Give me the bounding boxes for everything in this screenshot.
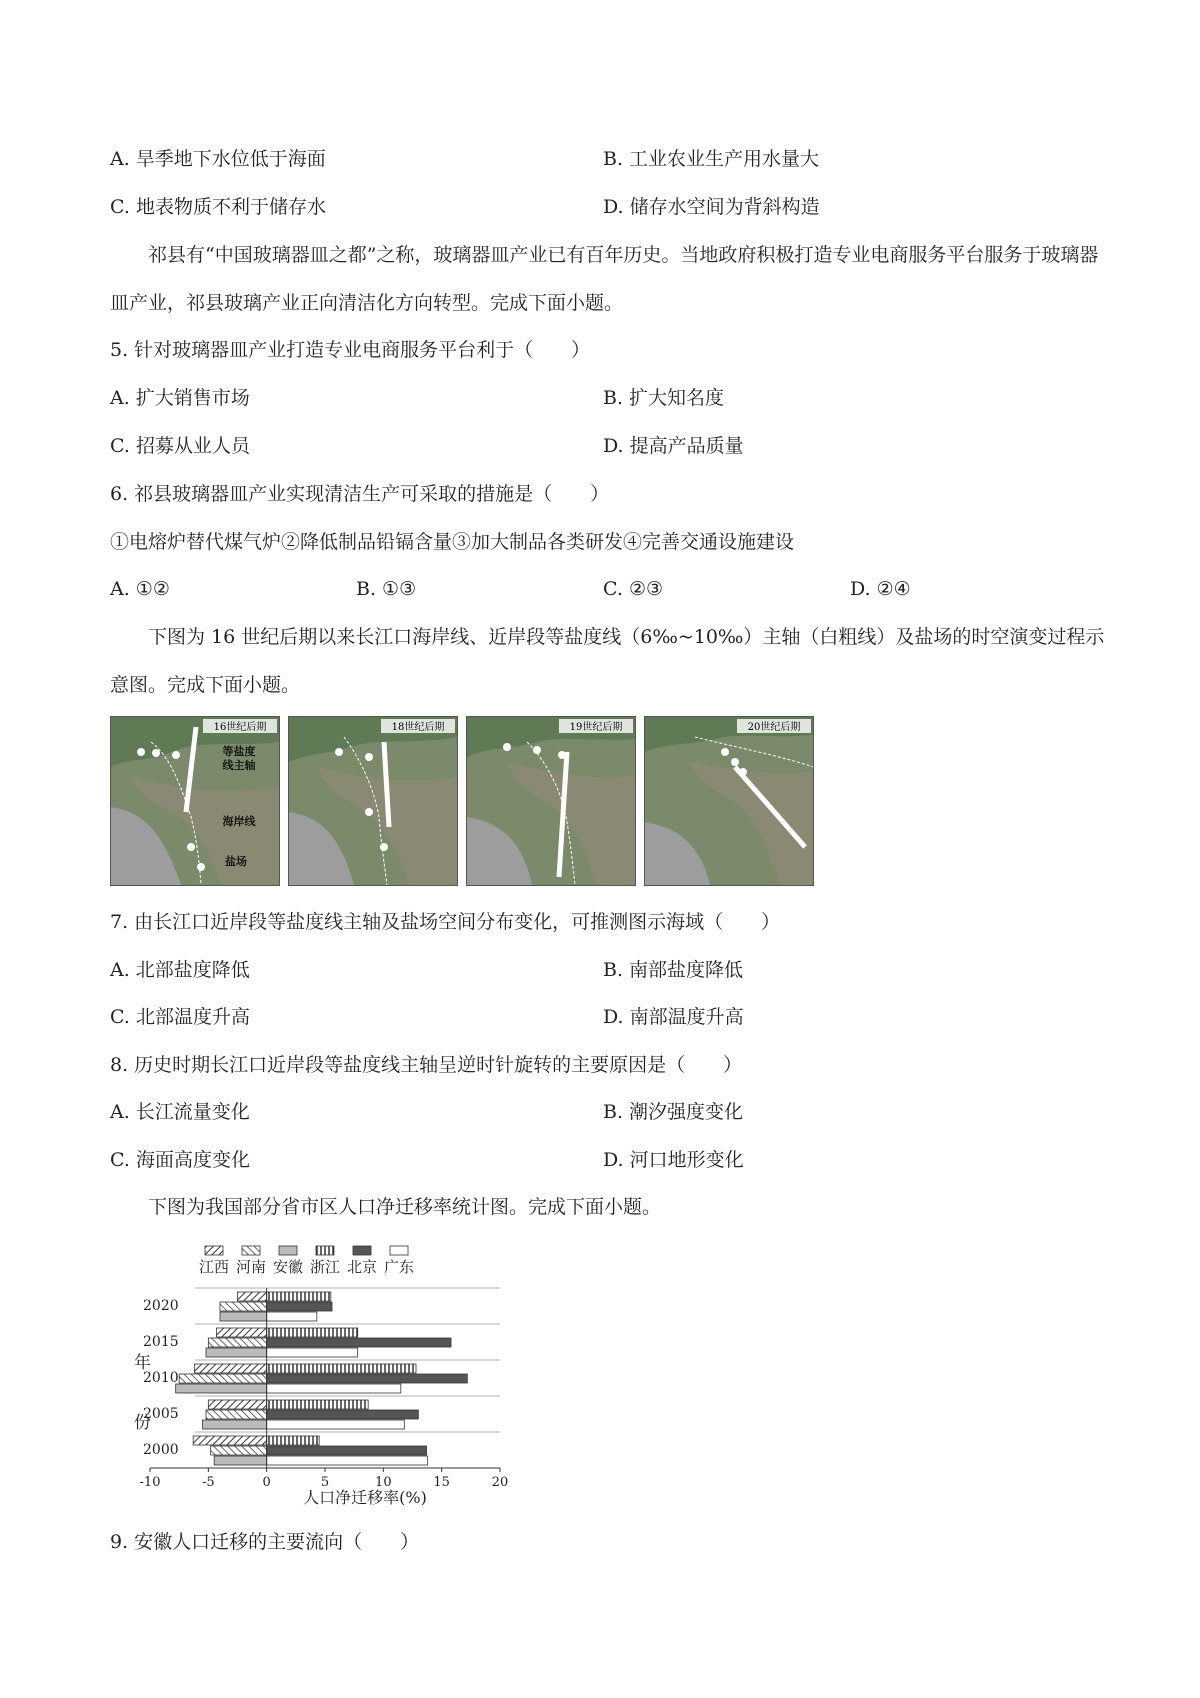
- bar: [267, 1312, 317, 1321]
- x-tick-label: -10: [139, 1475, 161, 1490]
- legend-swatch: [390, 1246, 408, 1255]
- map-axis-label-2: 线主轴: [222, 759, 256, 772]
- bar: [208, 1338, 266, 1347]
- q7-option-b: B. 南部盐度降低: [603, 959, 744, 981]
- intro-glass: 祁县有“中国玻璃器皿之都”之称，玻璃器皿产业已有百年历史。当地政府积极打造专业电商服务平台服务于玻璃器皿产业，祁县玻璃产业正向清洁化方向转型。完成下面小题。: [110, 244, 1099, 314]
- bar: [267, 1436, 320, 1445]
- legend-swatch: [353, 1246, 371, 1255]
- x-tick-label: -5: [201, 1475, 215, 1490]
- bar: [203, 1420, 267, 1429]
- map-period-label-18c: 18世纪后期: [391, 722, 445, 733]
- year-tick-label: 2020: [143, 1298, 179, 1314]
- q6-items: ①电熔炉替代煤气炉②降低制品铅镉含量③加大制品各类研发④完善交通设施建设: [110, 531, 795, 553]
- q8-option-b: B. 潮汐强度变化: [603, 1101, 744, 1123]
- q4-option-a: A. 旱季地下水位低于海面: [110, 148, 326, 170]
- q8-stem: 8. 历史时期长江口近岸段等盐度线主轴呈逆时针旋转的主要原因是（ ）: [110, 1054, 743, 1076]
- legend-label: 北京: [346, 1258, 378, 1276]
- q5-option-a: A. 扩大销售市场: [110, 387, 250, 409]
- bar: [267, 1456, 428, 1465]
- x-axis-label: 人口净迁移率(%): [303, 1488, 427, 1507]
- bar: [267, 1302, 332, 1311]
- map-panel-16c: [110, 716, 280, 886]
- q4-option-b: B. 工业农业生产用水量大: [603, 148, 820, 170]
- bar: [220, 1312, 267, 1321]
- q5-stem: 5. 针对玻璃器皿产业打造专业电商服务平台利于（ ）: [110, 339, 591, 361]
- bar: [238, 1292, 267, 1301]
- y-axis-label-1: 年: [134, 1353, 151, 1373]
- legend-label: 河南: [235, 1258, 267, 1276]
- legend-swatch: [242, 1246, 260, 1255]
- q7-option-a: A. 北部盐度降低: [110, 959, 250, 981]
- legend-label: 江西: [198, 1258, 230, 1276]
- q8-option-a: A. 长江流量变化: [110, 1101, 250, 1123]
- bar: [267, 1410, 419, 1419]
- yangtze-map-figure: [110, 716, 812, 886]
- legend-swatch: [279, 1246, 297, 1255]
- intro-yangtze: 下图为 16 世纪后期以来长江口海岸线、近岸段等盐度线（6‰~10‰）主轴（白粗线）及盐场的时空演变过程示意图。完成下面小题。: [110, 626, 1105, 696]
- q6-option-b: B. ①③: [356, 578, 417, 600]
- legend-label: 浙江: [309, 1258, 341, 1276]
- map-salt-label: 盐场: [225, 855, 247, 868]
- bar: [267, 1384, 401, 1393]
- map-coast-label: 海岸线: [222, 815, 256, 828]
- bar: [214, 1456, 267, 1465]
- y-axis-label-2: 份: [134, 1413, 151, 1433]
- bar: [267, 1348, 358, 1357]
- map-period-label-20c: 20世纪后期: [747, 722, 801, 733]
- bar: [267, 1374, 468, 1383]
- q8-option-d: D. 河口地形变化: [603, 1149, 744, 1171]
- q6-option-a: A. ①②: [110, 578, 170, 600]
- bar: [208, 1400, 266, 1409]
- q4-option-c: C. 地表物质不利于储存水: [110, 196, 326, 218]
- q7-option-c: C. 北部温度升高: [110, 1006, 250, 1028]
- bar: [217, 1328, 267, 1337]
- q5-option-b: B. 扩大知名度: [603, 387, 725, 409]
- q6-option-d: D. ②④: [850, 578, 911, 600]
- legend-label: 安徽: [272, 1258, 304, 1276]
- bar: [211, 1446, 267, 1455]
- bar: [267, 1420, 405, 1429]
- legend-label: 广东: [383, 1258, 415, 1276]
- q6-stem: 6. 祁县玻璃器皿产业实现清洁生产可采取的措施是（ ）: [110, 483, 610, 505]
- bar: [220, 1302, 267, 1311]
- x-tick-label: 5: [320, 1475, 330, 1490]
- bar: [193, 1436, 267, 1445]
- bar: [267, 1292, 331, 1301]
- bar: [267, 1338, 451, 1347]
- x-tick-label: 15: [433, 1475, 450, 1490]
- year-tick-label: 2015: [143, 1334, 179, 1350]
- year-tick-label: 2000: [143, 1442, 179, 1458]
- legend-swatch: [316, 1246, 334, 1255]
- bar: [179, 1374, 267, 1383]
- x-tick-label: 0: [262, 1475, 271, 1490]
- migration-bar-chart: [120, 1240, 540, 1510]
- q8-option-c: C. 海面高度变化: [110, 1149, 250, 1171]
- q9-stem: 9. 安徽人口迁移的主要流向（ ）: [110, 1531, 420, 1553]
- q7-option-d: D. 南部温度升高: [603, 1006, 744, 1028]
- map-panel-20c: [644, 716, 814, 886]
- legend-swatch: [205, 1246, 223, 1255]
- map-panel-19c: [466, 716, 636, 886]
- bar: [267, 1446, 427, 1455]
- map-axis-label-1: 等盐度: [222, 745, 256, 758]
- bar: [267, 1400, 369, 1409]
- bar: [267, 1328, 358, 1337]
- q4-option-d: D. 储存水空间为背斜构造: [603, 196, 820, 218]
- bar: [176, 1384, 267, 1393]
- year-tick-label: 2010: [143, 1370, 179, 1386]
- map-period-label-19c: 19世纪后期: [569, 722, 623, 733]
- intro-migration: 下图为我国部分省市区人口净迁移率统计图。完成下面小题。: [148, 1196, 662, 1218]
- bar: [194, 1364, 266, 1373]
- year-tick-label: 2005: [143, 1406, 179, 1422]
- q6-option-c: C. ②③: [603, 578, 664, 600]
- q5-option-d: D. 提高产品质量: [603, 435, 744, 457]
- x-tick-label: 20: [491, 1475, 509, 1490]
- map-panel-18c: [288, 716, 458, 886]
- map-period-label-16c: 16世纪后期: [213, 722, 267, 733]
- bar: [206, 1348, 267, 1357]
- x-tick-label: 10: [375, 1475, 392, 1490]
- q5-option-c: C. 招募从业人员: [110, 435, 250, 457]
- bar: [206, 1410, 267, 1419]
- q7-stem: 7. 由长江口近岸段等盐度线主轴及盐场空间分布变化，可推测图示海域（ ）: [110, 911, 781, 933]
- bar: [267, 1364, 416, 1373]
